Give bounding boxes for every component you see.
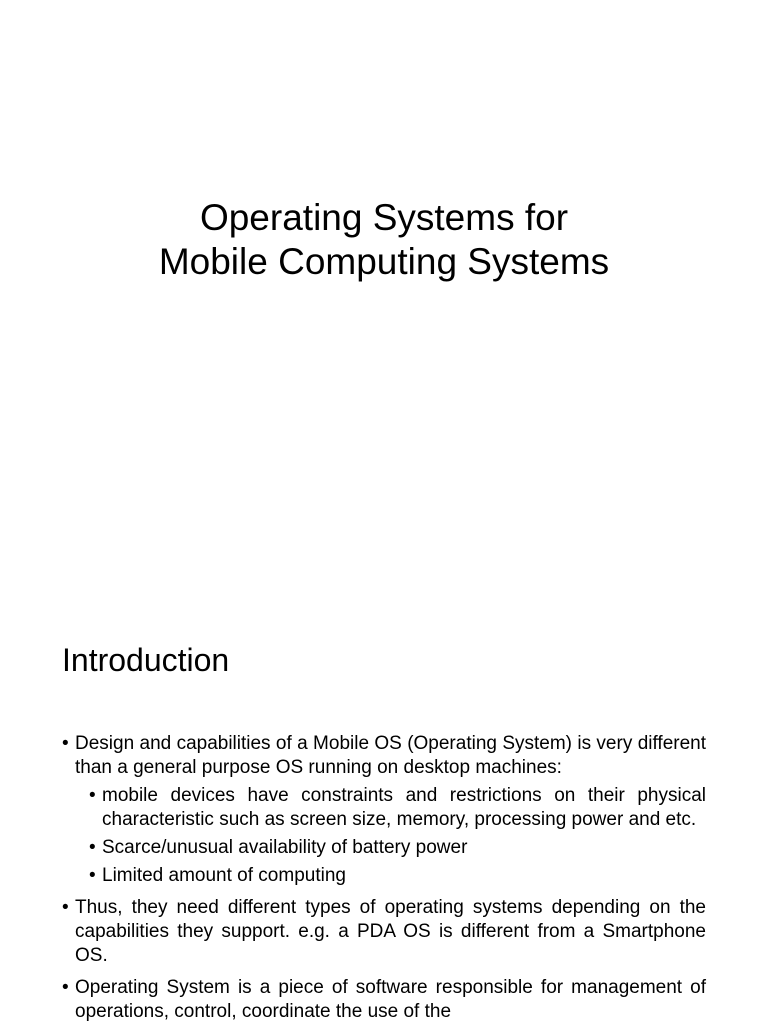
sub-bullet-item-3 — [89, 864, 706, 888]
bullet-text: Thus, they need different types of operating systems depending on the capabilities they support. e.g. a PDA OS is different from a Smartphone OS. — [75, 897, 706, 966]
bullet-dot-icon: • — [89, 865, 96, 886]
bullet-dot-icon: • — [62, 733, 69, 754]
bullet-list — [62, 732, 706, 1024]
bullet-dot-icon: • — [89, 837, 96, 858]
bullet-item-3 — [62, 976, 706, 1024]
slide-heading: Introduction — [62, 642, 230, 678]
sub-bullet-item-1 — [89, 784, 706, 832]
title-line-1: Operating Systems for — [199, 197, 569, 238]
bullet-text: Design and capabilities of a Mobile OS (Operating System) is very different than a general purpose OS running on desktop machines: — [75, 733, 706, 778]
bullet-dot-icon: • — [62, 977, 69, 998]
bullet-item-1 — [62, 732, 706, 888]
sub-bullet-text: mobile devices have constraints and restrictions on their physical characteristic such as screen size, memory, processing power and etc. — [102, 785, 706, 830]
slide-title — [0, 196, 768, 284]
sub-bullet-text: Limited amount of computing — [102, 865, 346, 886]
sub-bullet-text: Scarce/unusual availability of battery power — [102, 837, 468, 858]
sub-bullet-item-2 — [89, 836, 706, 860]
bullet-item-2 — [62, 896, 706, 968]
sub-bullet-list — [75, 784, 706, 888]
bullet-dot-icon: • — [62, 897, 69, 918]
introduction-slide — [0, 576, 768, 1024]
title-line-2: Mobile Computing Systems — [158, 241, 610, 282]
bullet-text: Operating System is a piece of software responsible for management of operations, control, coordinate the use of the — [75, 977, 706, 1022]
bullet-dot-icon: • — [89, 785, 96, 806]
